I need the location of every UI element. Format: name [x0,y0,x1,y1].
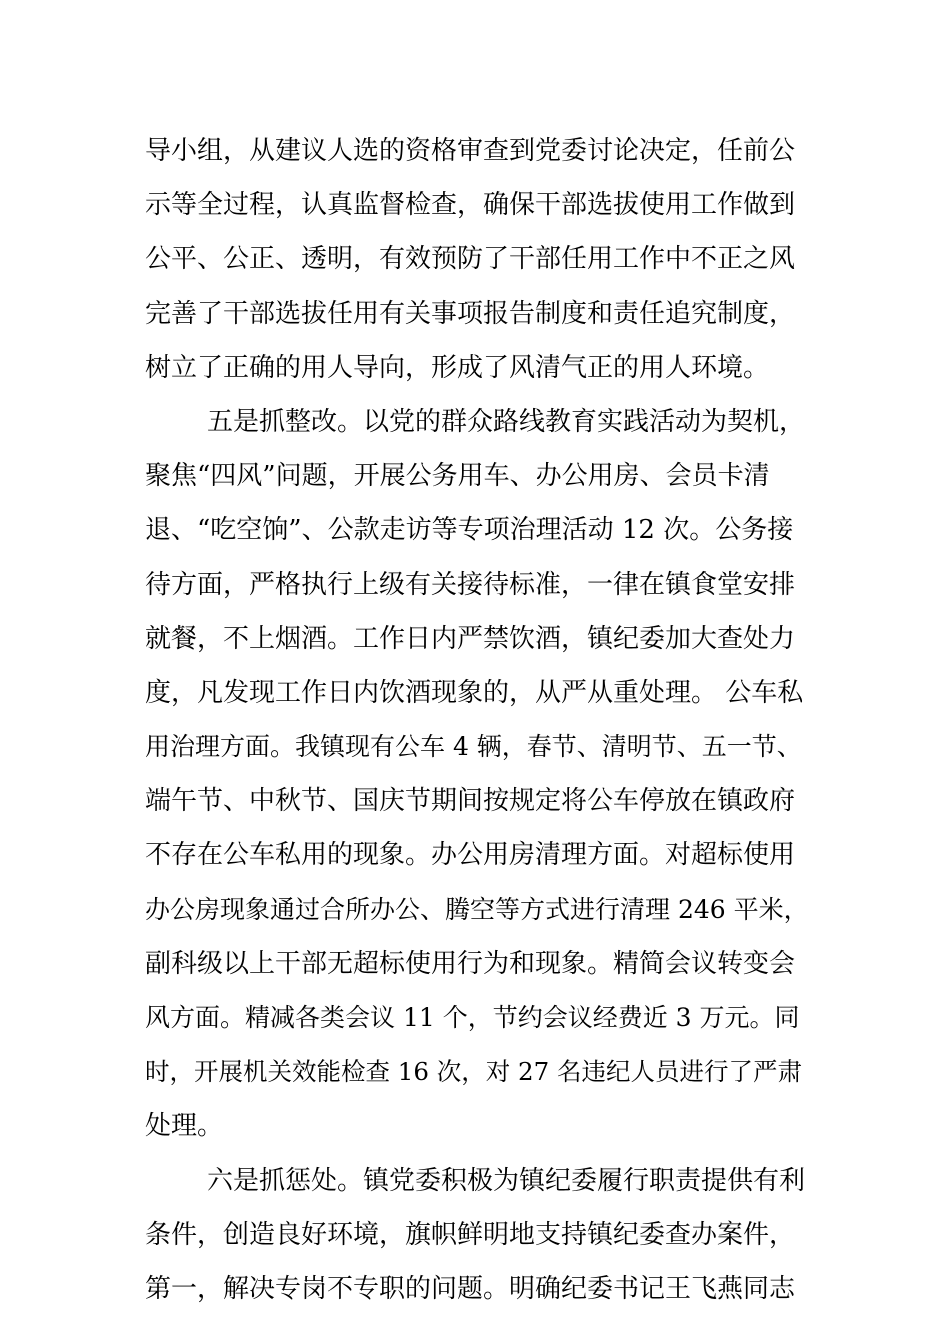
text-line: 导小组，从建议人选的资格审查到党委讨论决定，任前公 [145,136,796,166]
text-line: 风方面。精减各类会议 11 个，节约会议经费近 3 万元。同 [145,1003,800,1032]
text-line: 办公房现象通过合所办公、腾空等方式进行清理 246 平米， [145,894,809,924]
text-line: 公平、公正、透明，有效预防了干部任用工作中不正之风 [145,244,796,275]
text-line: 条件，创造良好环境，旗帜鲜明地支持镇纪委查办案件， [145,1219,796,1250]
paragraph-start-line: 六是抓惩处。镇党委积极为镇纪委履行职责提供有利 [207,1165,806,1196]
text-line: 用治理方面。我镇现有公车 4 辆，春节、清明节、五一节、 [145,732,802,762]
text-line: 副科级以上干部无超标使用行为和现象。精简会议转变会 [145,948,796,979]
text-line: 待方面，严格执行上级有关接待标准，一律在镇食堂安排 [145,569,796,600]
text-line: 退、“吃空饷”、公款走访等专项治理活动 12 次。公务接 [145,515,794,546]
text-line: 时，开展机关效能检查 16 次，对 27 名违纪人员进行了严肃 [145,1057,802,1087]
text-line: 就餐，不上烟酒。工作日内严禁饮酒，镇纪委加大查处力 [145,623,796,654]
text-line: 树立了正确的用人导向，形成了风清气正的用人环境。 [145,352,770,383]
body-text [145,128,810,1320]
text-line: 聚焦“四风”问题，开展公务用车、办公用房、会员卡清 [145,461,770,492]
text-line: 端午节、中秋节、国庆节期间按规定将公车停放在镇政府 [145,786,796,817]
text-line: 完善了干部选拔任用有关事项报告制度和责任追究制度， [145,298,796,329]
paragraph-start-line: 五是抓整改。以党的群众路线教育实践活动为契机， [207,406,806,437]
text-line: 第一，解决专岗不专职的问题。明确纪委书记王飞燕同志 [145,1273,796,1304]
text-line: 处理。 [145,1111,224,1142]
text-line: 度，凡发现工作日内饮酒现象的，从严从重处理。 公车私 [145,677,804,708]
text-line: 不存在公车私用的现象。办公用房清理方面。对超标使用 [145,840,796,871]
text-line: 示等全过程，认真监督检查，确保干部选拔使用工作做到 [145,190,796,221]
